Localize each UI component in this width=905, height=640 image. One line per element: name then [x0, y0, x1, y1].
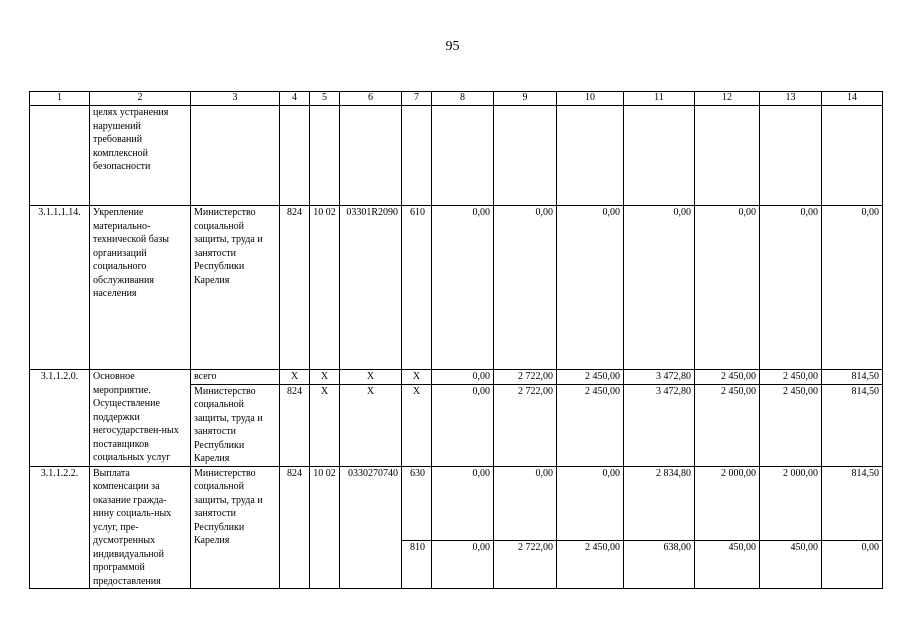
header-cell: 2 [90, 92, 191, 106]
table-cell: 03301R2090 [340, 206, 402, 370]
amount-cell: 0,00 [822, 206, 883, 370]
amount-cell: 2 450,00 [695, 370, 760, 385]
header-cell: 9 [494, 92, 557, 106]
table-cell: X [402, 384, 432, 466]
amount-cell: 0,00 [432, 540, 494, 588]
amount-cell: 814,50 [822, 370, 883, 385]
table-row [30, 106, 883, 206]
header-cell: 13 [760, 92, 822, 106]
amount-cell: 638,00 [624, 540, 695, 588]
amount-cell: 2 450,00 [760, 384, 822, 466]
amount-cell: 3 472,80 [624, 384, 695, 466]
table-cell [30, 106, 90, 206]
amount-cell: 2 834,80 [624, 466, 695, 540]
amount-cell: 2 000,00 [760, 466, 822, 540]
amount-cell: 2 450,00 [557, 540, 624, 588]
table-cell [624, 106, 695, 206]
table-cell: 610 [402, 206, 432, 370]
amount-cell: 2 450,00 [760, 370, 822, 385]
amount-cell: 2 450,00 [695, 384, 760, 466]
header-cell: 4 [280, 92, 310, 106]
amount-cell: 0,00 [494, 206, 557, 370]
amount-cell: 0,00 [557, 466, 624, 540]
table-cell [340, 106, 402, 206]
amount-cell: 0,00 [432, 384, 494, 466]
amount-cell: 0,00 [624, 206, 695, 370]
amount-cell: 450,00 [695, 540, 760, 588]
table-cell: X [310, 370, 340, 385]
table-cell [557, 106, 624, 206]
header-cell: 12 [695, 92, 760, 106]
amount-cell: 2 722,00 [494, 384, 557, 466]
header-cell: 3 [191, 92, 280, 106]
table-cell: X [310, 384, 340, 466]
amount-cell: 0,00 [432, 466, 494, 540]
table-cell: X [280, 370, 310, 385]
amount-cell: 2 000,00 [695, 466, 760, 540]
amount-cell: 3 472,80 [624, 370, 695, 385]
row-code-cell: 3.1.1.2.0. [30, 370, 90, 467]
measure-name-cell: Укрепление материально-технической базы организаций социального обслуживания населения [90, 206, 191, 370]
header-cell: 8 [432, 92, 494, 106]
amount-cell: 0,00 [557, 206, 624, 370]
amount-cell: 0,00 [822, 540, 883, 588]
header-row [30, 92, 883, 106]
amount-cell: 2 722,00 [494, 540, 557, 588]
table-cell [695, 106, 760, 206]
table-row [30, 370, 883, 385]
header-cell: 7 [402, 92, 432, 106]
amount-cell: 0,00 [494, 466, 557, 540]
amount-cell: 2 722,00 [494, 370, 557, 385]
executor-cell: Министерство социальной защиты, труда и занятости Республики Карелия [191, 206, 280, 370]
table-cell: 10 02 [310, 206, 340, 370]
row-code-cell: 3.1.1.1.14. [30, 206, 90, 370]
executor-cell: Министерство социальной защиты, труда и занятости Республики Карелия [191, 466, 280, 589]
measure-name-cell: Основное мероприятие. Осуществление поддержки негосударствен-ных поставщиков социальных услуг [90, 370, 191, 467]
table-cell: 10 02 [310, 466, 340, 589]
amount-cell: 2 450,00 [557, 384, 624, 466]
header-cell: 14 [822, 92, 883, 106]
table-cell [191, 106, 280, 206]
amount-cell: 0,00 [432, 370, 494, 385]
header-cell: 11 [624, 92, 695, 106]
header-cell: 5 [310, 92, 340, 106]
table-cell [822, 106, 883, 206]
executor-cell: всего [191, 370, 280, 385]
amount-cell: 814,50 [822, 384, 883, 466]
table-cell: 810 [402, 540, 432, 588]
amount-cell: 2 450,00 [557, 370, 624, 385]
table-cell [310, 106, 340, 206]
table-cell [402, 106, 432, 206]
budget-table [29, 91, 883, 589]
amount-cell: 0,00 [432, 206, 494, 370]
table-cell: 824 [280, 384, 310, 466]
table-cell [432, 106, 494, 206]
amount-cell: 0,00 [695, 206, 760, 370]
table-cell [280, 106, 310, 206]
table-cell: 824 [280, 466, 310, 589]
table-cell: X [402, 370, 432, 385]
row-code-cell: 3.1.1.2.2. [30, 466, 90, 589]
table-row [30, 466, 883, 540]
header-cell: 10 [557, 92, 624, 106]
table-cell: X [340, 370, 402, 385]
measure-name-cell: Выплата компенсации за оказание гражда-нину социаль-ных услуг, пре-дусмотренных индивидуальной программой предоставления [90, 466, 191, 589]
table-row [30, 206, 883, 370]
amount-cell: 450,00 [760, 540, 822, 588]
page-number: 95 [445, 39, 460, 54]
header-cell: 6 [340, 92, 402, 106]
table-cell [760, 106, 822, 206]
table-cell: 824 [280, 206, 310, 370]
table-cell: X [340, 384, 402, 466]
table-cell: 630 [402, 466, 432, 540]
table-cell: 0330270740 [340, 466, 402, 589]
header-cell: 1 [30, 92, 90, 106]
measure-name-cell: целях устранения нарушений требований комплексной безопасности [90, 106, 191, 206]
amount-cell: 0,00 [760, 206, 822, 370]
executor-cell: Министерство социальной защиты, труда и занятости Республики Карелия [191, 384, 280, 466]
amount-cell: 814,50 [822, 466, 883, 540]
table-cell [494, 106, 557, 206]
